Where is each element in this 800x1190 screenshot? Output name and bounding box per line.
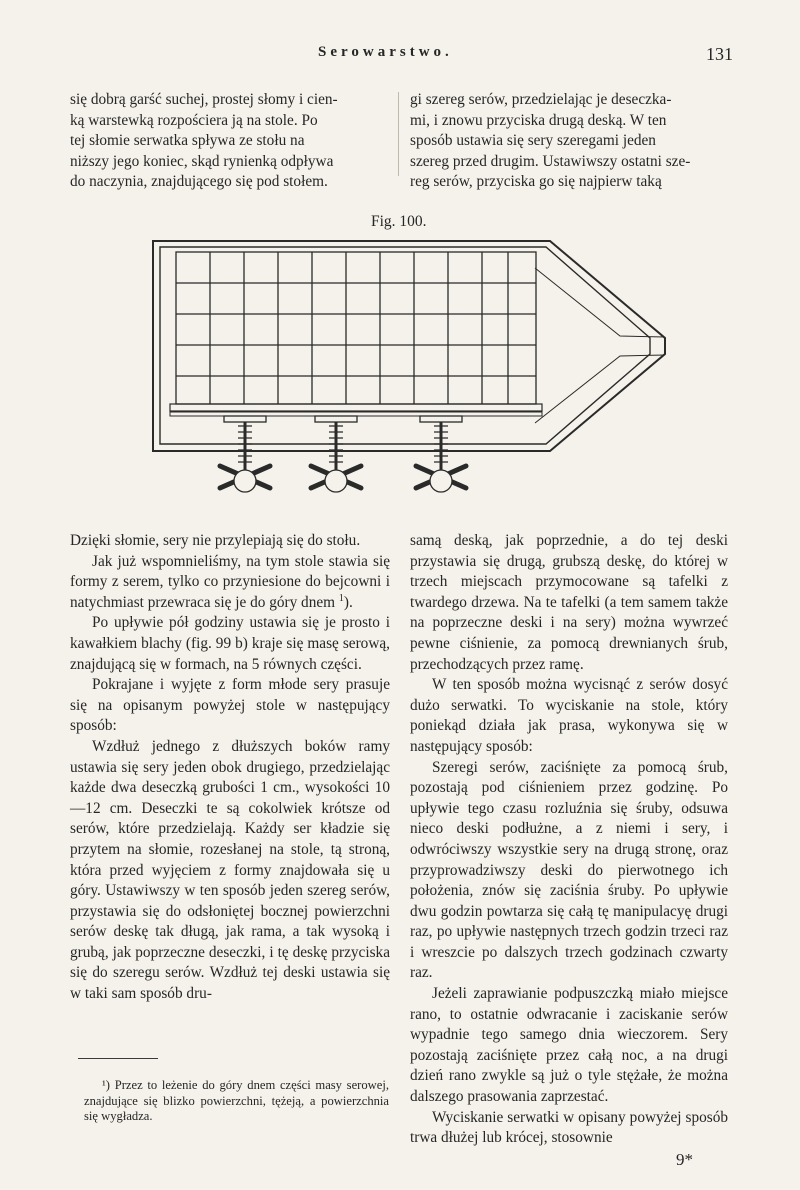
paragraph: Szeregi serów, zaciśnięte za pomocą śrub, pozostają pod ciśnieniem przez godzinę. Po upływie tego czasu rozluźnia się śruby, odsuwa nieco deski podłużne, a z niemi i sery, i odwróciwszy wszystkie sery na drugą stronę, oraz przyprowadziwszy deski do pierwotnego ich położenia, znów się zaciśnia śruby. Po upływie dwu godzin powtarza się całą tę manipulacyę drugi raz, po upływie następnych trzech godzin trzeci raz i wreszcie po dalszych trzech godzinach czwarty raz. <box>410 758 728 982</box>
paragraph: Po upływie pół godziny ustawia się je prosto i kawałkiem blachy (fig. 99 b) kraje się masę serową, znajdującą się w formach, na 5 równych części. <box>70 614 390 673</box>
text-line: ką warstewką rozpościera ją na stole. Po <box>70 111 318 129</box>
text-line: się dobrą garść suchej, prostej słomy i cien- <box>70 91 338 108</box>
column-divider <box>398 92 399 176</box>
paragraph: Wzdłuż jednego z dłuższych boków ramy ustawia się sery jeden obok drugiego, przedzielając każde dwa deseczką grubości 1 cm., wysokości 10—12 cm. Deseczki te są cokolwiek krótsze od serów, które przedzielają. Każdy ser kładzie się przytem na słomie, rozesłanej na stole, tą stroną, która przed wyjęciem z formy znajdowała się u góry. Ustawiwszy w ten sposób jeden szereg serów, przystawia się do odsłoniętej bocznej powierzchni serów deskę tak długą, jak rama, a tak wysoką i grubą, jak poprzeczne deseczki, i tę deskę przyciska się do szeregu serów. Wzdłuż tej deski ustawia się w taki sam sposób dru- <box>70 737 390 1003</box>
bottom-left-column <box>70 531 390 1005</box>
text-line: niższy jego koniec, skąd rynienką odpływa <box>70 152 334 170</box>
signature-mark: 9* <box>676 1150 693 1169</box>
text-line: reg serów, przyciska go się najpierw taką <box>410 173 662 191</box>
paragraph: Pokrajane i wyjęte z form młode sery prasuje się na opisanym powyżej stole w następujący sposób: <box>70 676 390 735</box>
paragraph: Dzięki słomie, sery nie przylepiają się do stołu. <box>70 532 361 549</box>
paragraph: samą deską, jak poprzednie, a do tej deski przystawia się drugą, grubszą deskę, do której w trzech miejscach przymocowane są tafelki z twardego drzewa. Na te tafelki (a tem samem także na poprzeczne deski i na sery) można wywrzeć pewne ciśnienie, za pomocą drewnianych śrub, przechodzących przez ramę. <box>410 532 728 673</box>
running-head: Serowarstwo. <box>318 44 453 60</box>
drain-channel <box>535 268 665 423</box>
paragraph: Jak już wspomnieliśmy, na tym stole stawia się formy z serem, tylko co przyniesione do bejcowni i natychmiast przewraca się je do góry dnem $^1$). <box>70 552 390 611</box>
paragraph: W ten sposób można wycisnąć z serów dosyć dużo serwatki. To wyciskanie na stole, który poniekąd działa jak prasa, wykonywa się w następujący sposób: <box>410 676 728 755</box>
bottom-right-column <box>410 531 728 1149</box>
footnote-marker: ¹) <box>102 1078 110 1092</box>
paragraph: Wyciskanie serwatki w opisany powyżej sposób trwa dłużej lub krócej, stosownie <box>410 1108 728 1147</box>
footnote-rule <box>78 1058 158 1059</box>
top-left-column <box>70 90 387 193</box>
cheese-grid <box>176 252 536 404</box>
footnote <box>84 1078 389 1125</box>
pressing-board <box>170 404 542 411</box>
top-right-column <box>410 90 728 193</box>
text-line: szereg przed drugim. Ustawiwszy ostatni sze- <box>410 152 691 170</box>
text-line: mi, i znowu przyciska drugą deską. W ten <box>410 111 667 129</box>
text-line: sposób ustawia się sery szeregami jeden <box>410 132 656 150</box>
screw-assembly <box>220 416 270 492</box>
cheese-press-table-illustration <box>150 238 670 508</box>
screw-assembly <box>416 416 466 492</box>
text-line: tej słomie serwatka spływa ze stołu na <box>70 132 305 150</box>
text-line: do naczynia, znajdującego się pod stołem. <box>70 173 328 191</box>
page-number: 131 <box>706 44 733 64</box>
footnote-text: Przez to leżenie do góry dnem części masy serowej, znajdujące się blizko powierzchni, tężeją, a powierzchnia się wygładza. <box>84 1078 389 1123</box>
text-line: gi szereg serów, przedzielając je deseczka- <box>410 91 672 108</box>
screw-assembly <box>311 416 361 492</box>
footnote-ref: 1 <box>338 592 344 604</box>
figure-label: Fig. 100. <box>371 213 427 230</box>
paragraph: Jeżeli zaprawianie podpuszczką miało miejsce rano, to ostatnie odwracanie i zaciskanie serów wypadnie tego samego dnia wieczorem. Sery pozostają zaciśnięte przez całą noc, a na drugi dzień rano zwykle są już o tyle stężałe, że można dalszego prasowania zaprzestać. <box>410 985 728 1106</box>
